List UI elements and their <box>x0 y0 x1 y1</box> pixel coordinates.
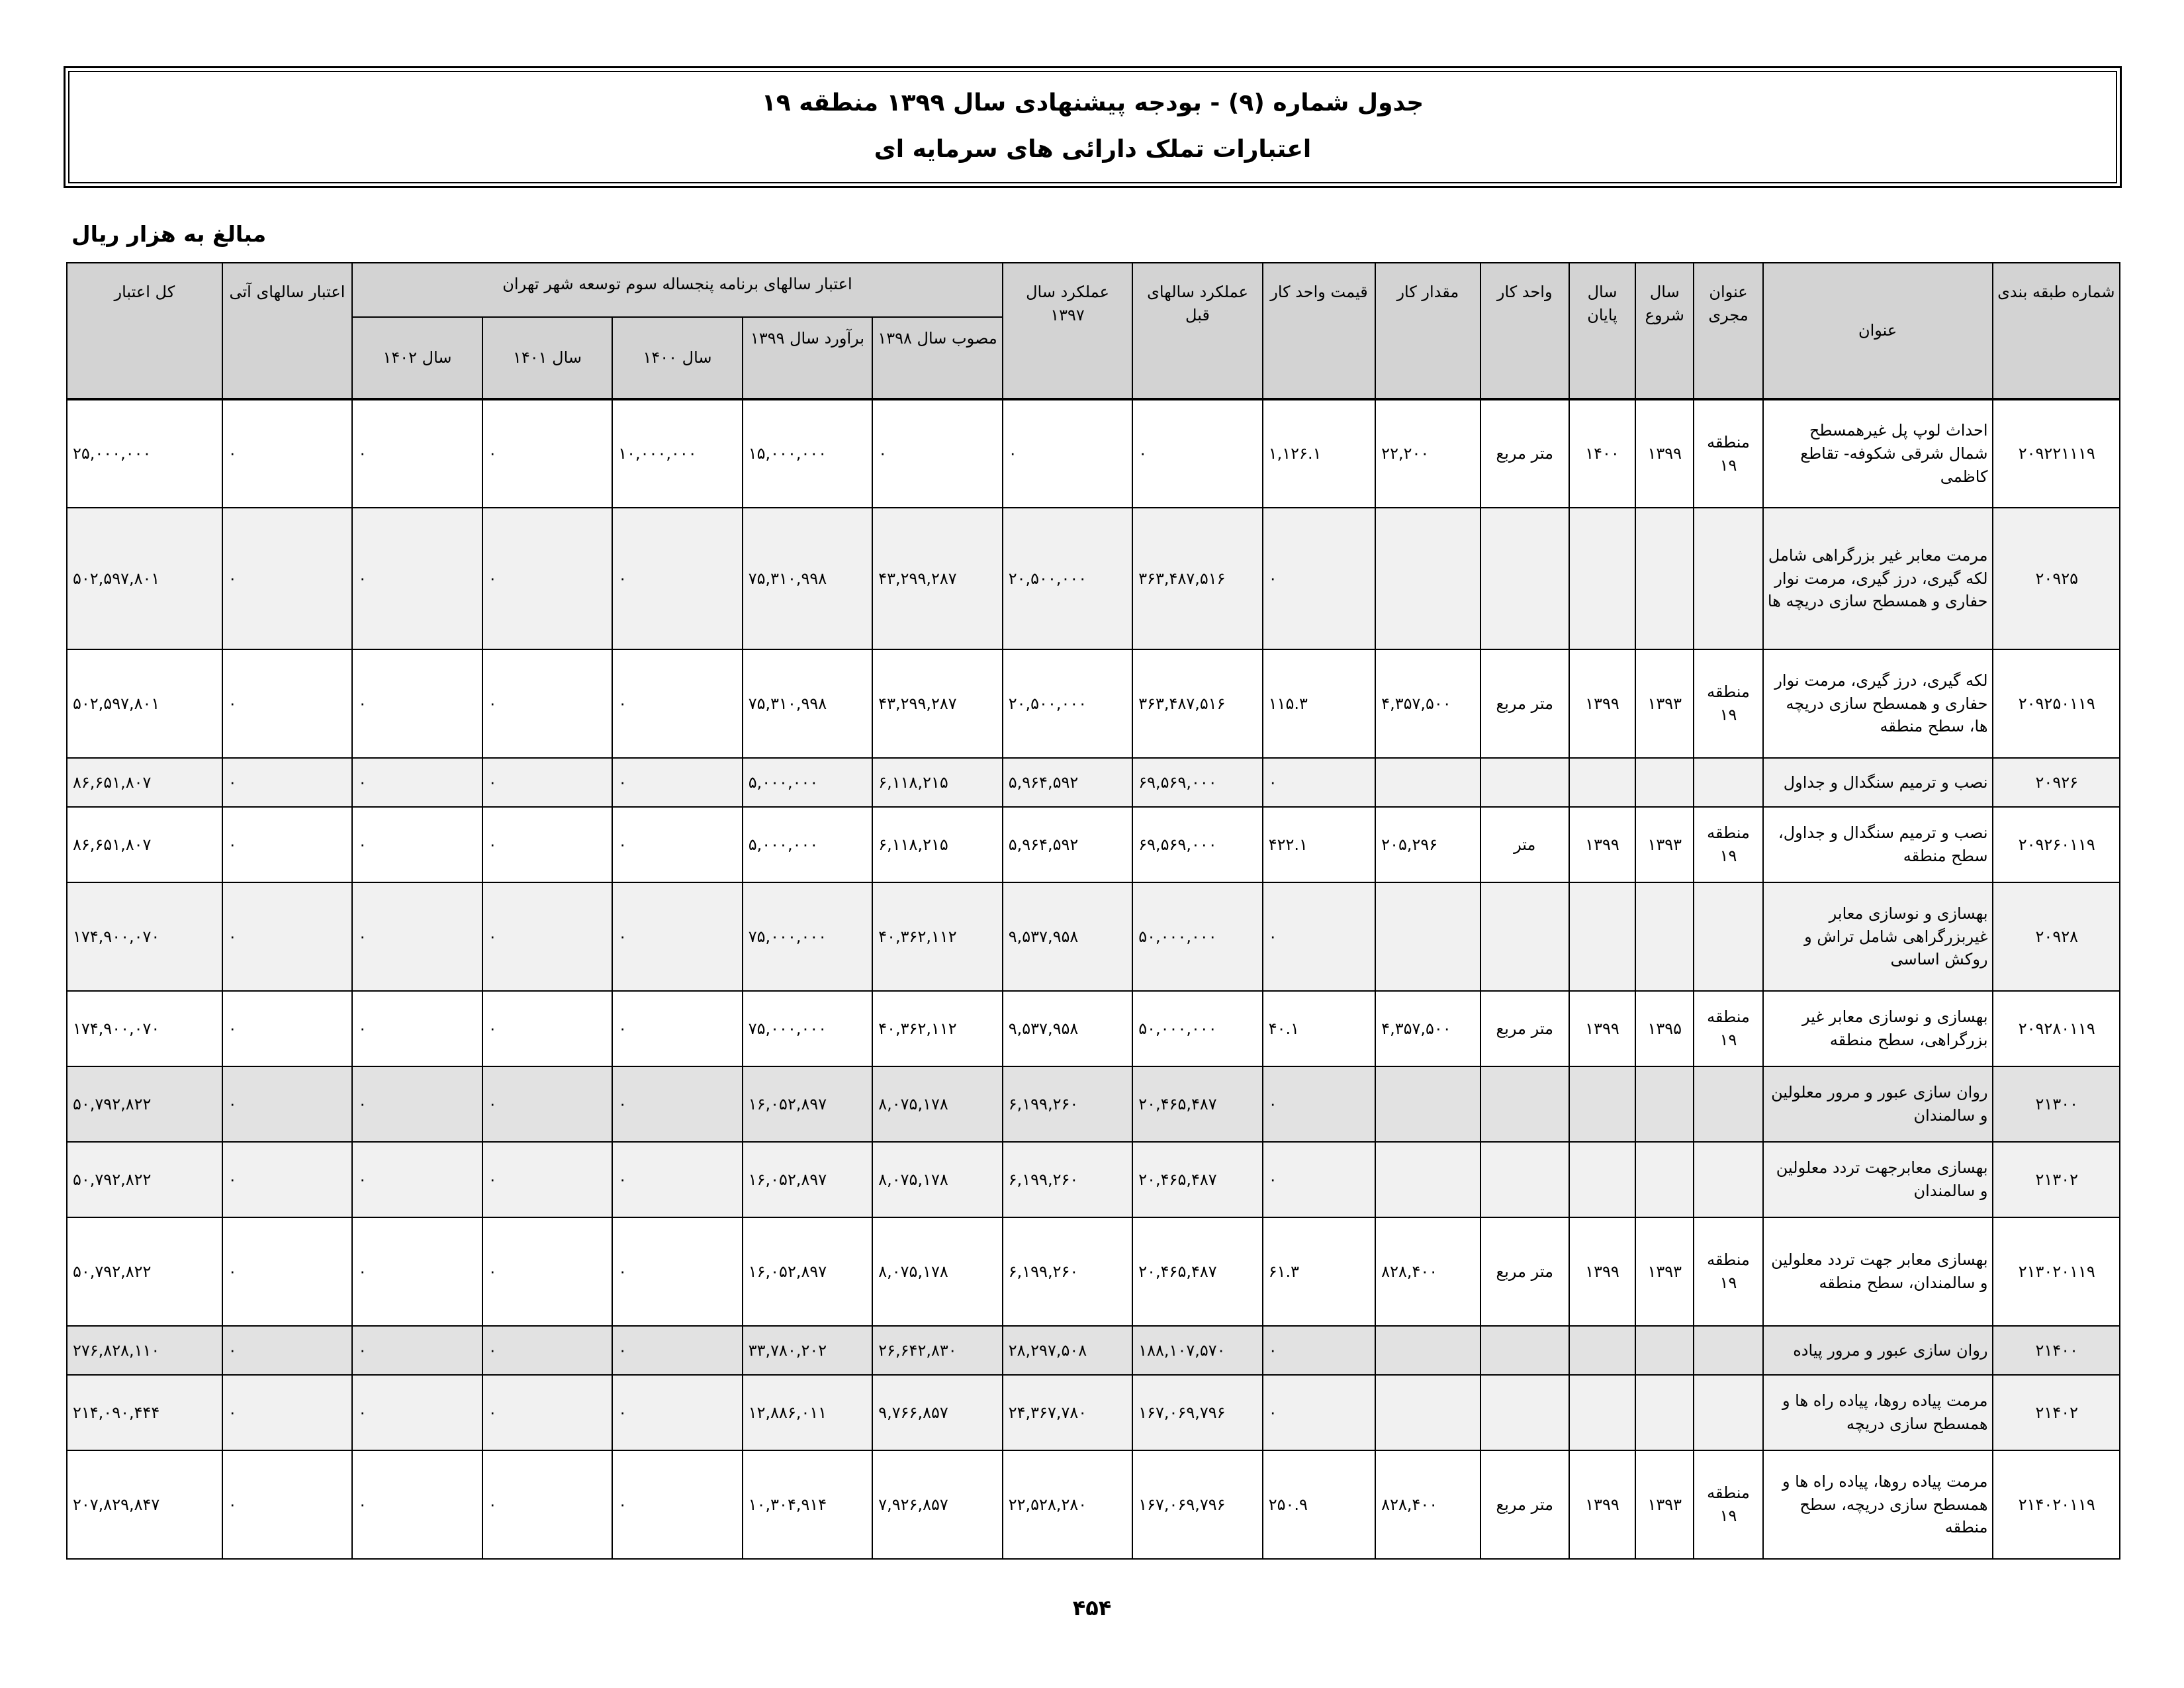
cell-end: ۱۳۹۹ <box>1569 1217 1635 1326</box>
cell-y1401: ۰ <box>482 649 613 758</box>
cell-name: مرمت پیاده روها، پیاده راه ها و همسطح سازی دریچه <box>1763 1375 1993 1450</box>
cell-unit: متر مربع <box>1480 1217 1569 1326</box>
cell-total: ۵۰۲,۵۹۷,۸۰۱ <box>67 649 222 758</box>
cell-name: مرمت معابر غیر بزرگراهی شامل لکه گیری، درز گیری، مرمت نوار حفاری و همسطح سازی دریچه ها <box>1763 508 1993 649</box>
cell-future: ۰ <box>222 882 353 991</box>
cell-y1401: ۰ <box>482 399 613 508</box>
cell-estimate-1399: ۱۶,۰۵۲,۸۹۷ <box>743 1217 873 1326</box>
cell-total: ۲۵,۰۰۰,۰۰۰ <box>67 399 222 508</box>
cell-start <box>1635 758 1694 807</box>
cell-y1402: ۰ <box>352 807 482 882</box>
cell-executor <box>1694 508 1762 649</box>
cell-start <box>1635 882 1694 991</box>
cell-price: ۰ <box>1263 1066 1375 1142</box>
cell-perf-prev: ۶۹,۵۶۹,۰۰۰ <box>1132 807 1263 882</box>
cell-perf-prev: ۵۰,۰۰۰,۰۰۰ <box>1132 882 1263 991</box>
table-row <box>67 649 2120 758</box>
cell-estimate-1399: ۷۵,۳۱۰,۹۹۸ <box>743 508 873 649</box>
cell-qty <box>1375 882 1480 991</box>
table-row <box>67 1217 2120 1326</box>
table-row <box>67 1326 2120 1375</box>
cell-qty: ۴,۳۵۷,۵۰۰ <box>1375 649 1480 758</box>
cell-total: ۲۰۷,۸۲۹,۸۴۷ <box>67 1450 222 1559</box>
cell-qty: ۸۲۸,۴۰۰ <box>1375 1217 1480 1326</box>
cell-perf-prev: ۲۰,۴۶۵,۴۸۷ <box>1132 1217 1263 1326</box>
cell-qty <box>1375 1326 1480 1375</box>
cell-y1400: ۰ <box>612 1142 743 1217</box>
cell-qty <box>1375 1066 1480 1142</box>
cell-executor: منطقه ۱۹ <box>1694 1217 1762 1326</box>
cell-unit <box>1480 1375 1569 1450</box>
header-future-years: اعتبار سالهای آتی <box>222 263 353 399</box>
cell-unit <box>1480 1142 1569 1217</box>
cell-name: بهسازی و نوسازی معابر غیربزرگراهی شامل تراش و روکش اساسی <box>1763 882 1993 991</box>
header-unit-price: قیمت واحد کار <box>1263 263 1375 399</box>
cell-perf-1397: ۶,۱۹۹,۲۶۰ <box>1003 1142 1133 1217</box>
cell-y1401: ۰ <box>482 508 613 649</box>
cell-price: ۰ <box>1263 508 1375 649</box>
cell-start <box>1635 1142 1694 1217</box>
cell-y1400: ۱۰,۰۰۰,۰۰۰ <box>612 399 743 508</box>
cell-price: ۱,۱۲۶.۱ <box>1263 399 1375 508</box>
cell-name: بهسازی معابر جهت تردد معلولین و سالمندان، سطح منطقه <box>1763 1217 1993 1326</box>
cell-perf-1397: ۹,۵۳۷,۹۵۸ <box>1003 882 1133 991</box>
cell-price: ۶۱.۳ <box>1263 1217 1375 1326</box>
cell-qty: ۸۲۸,۴۰۰ <box>1375 1450 1480 1559</box>
cell-y1400: ۰ <box>612 1326 743 1375</box>
table-title: جدول شماره (۹) - بودجه پیشنهادی سال ۱۳۹۹ منطقه ۱۹ <box>761 89 1424 117</box>
cell-executor <box>1694 1375 1762 1450</box>
cell-approved-1398: ۸,۰۷۵,۱۷۸ <box>872 1142 1003 1217</box>
cell-approved-1398: ۴۰,۳۶۲,۱۱۲ <box>872 882 1003 991</box>
cell-end <box>1569 508 1635 649</box>
cell-estimate-1399: ۷۵,۳۱۰,۹۹۸ <box>743 649 873 758</box>
cell-executor <box>1694 1142 1762 1217</box>
cell-y1402: ۰ <box>352 1142 482 1217</box>
cell-y1401: ۰ <box>482 1217 613 1326</box>
cell-code: ۲۰۹۲۶ <box>1993 758 2120 807</box>
cell-estimate-1399: ۱۶,۰۵۲,۸۹۷ <box>743 1142 873 1217</box>
cell-perf-prev: ۱۶۷,۰۶۹,۷۹۶ <box>1132 1375 1263 1450</box>
header-work-unit: واحد کار <box>1480 263 1569 399</box>
cell-future: ۰ <box>222 649 353 758</box>
cell-name: لکه گیری، درز گیری، مرمت نوار حفاری و همسطح سازی دریچه ها، سطح منطقه <box>1763 649 1993 758</box>
cell-y1402: ۰ <box>352 1450 482 1559</box>
cell-perf-prev: ۲۰,۴۶۵,۴۸۷ <box>1132 1142 1263 1217</box>
cell-approved-1398: ۰ <box>872 399 1003 508</box>
cell-y1402: ۰ <box>352 399 482 508</box>
cell-unit: متر مربع <box>1480 991 1569 1066</box>
cell-name: مرمت پیاده روها، پیاده راه ها و همسطح سازی دریچه، سطح منطقه <box>1763 1450 1993 1559</box>
cell-end <box>1569 1326 1635 1375</box>
cell-y1401: ۰ <box>482 1326 613 1375</box>
table-row <box>67 508 2120 649</box>
cell-perf-1397: ۲۰,۵۰۰,۰۰۰ <box>1003 508 1133 649</box>
table-row <box>67 991 2120 1066</box>
cell-approved-1398: ۸,۰۷۵,۱۷۸ <box>872 1217 1003 1326</box>
cell-total: ۱۷۴,۹۰۰,۰۷۰ <box>67 882 222 991</box>
cell-y1401: ۰ <box>482 991 613 1066</box>
cell-y1402: ۰ <box>352 1066 482 1142</box>
cell-approved-1398: ۶,۱۱۸,۲۱۵ <box>872 758 1003 807</box>
cell-end: ۱۳۹۹ <box>1569 1450 1635 1559</box>
cell-code: ۲۰۹۲۲۱۱۱۹ <box>1993 399 2120 508</box>
cell-estimate-1399: ۳۳,۷۸۰,۲۰۲ <box>743 1326 873 1375</box>
cell-y1400: ۰ <box>612 1450 743 1559</box>
cell-perf-prev: ۲۰,۴۶۵,۴۸۷ <box>1132 1066 1263 1142</box>
cell-approved-1398: ۹,۷۶۶,۸۵۷ <box>872 1375 1003 1450</box>
cell-future: ۰ <box>222 991 353 1066</box>
cell-perf-1397: ۲۲,۵۲۸,۲۸۰ <box>1003 1450 1133 1559</box>
cell-future: ۰ <box>222 1450 353 1559</box>
cell-perf-1397: ۲۰,۵۰۰,۰۰۰ <box>1003 649 1133 758</box>
cell-estimate-1399: ۵,۰۰۰,۰۰۰ <box>743 758 873 807</box>
cell-y1402: ۰ <box>352 508 482 649</box>
cell-price: ۴۲۲.۱ <box>1263 807 1375 882</box>
cell-total: ۲۱۴,۰۹۰,۴۴۴ <box>67 1375 222 1450</box>
header-code: شماره طبقه بندی <box>1993 263 2120 399</box>
cell-perf-prev: ۶۹,۵۶۹,۰۰۰ <box>1132 758 1263 807</box>
cell-perf-prev: ۱۶۷,۰۶۹,۷۹۶ <box>1132 1450 1263 1559</box>
cell-perf-prev: ۳۶۳,۴۸۷,۵۱۶ <box>1132 649 1263 758</box>
header-total-credit: کل اعتبار <box>67 263 222 399</box>
cell-executor: منطقه ۱۹ <box>1694 1450 1762 1559</box>
table-row <box>67 399 2120 508</box>
cell-unit <box>1480 882 1569 991</box>
cell-qty <box>1375 1375 1480 1450</box>
cell-y1400: ۰ <box>612 882 743 991</box>
cell-code: ۲۰۹۲۸۰۱۱۹ <box>1993 991 2120 1066</box>
currency-unit-note: مبالغ به هزار ریال <box>71 221 267 247</box>
table-subtitle: اعتبارات تملک دارائی های سرمایه ای <box>874 136 1312 163</box>
cell-end: ۱۴۰۰ <box>1569 399 1635 508</box>
cell-executor <box>1694 1066 1762 1142</box>
cell-unit: متر <box>1480 807 1569 882</box>
table-header <box>67 263 2120 399</box>
cell-y1400: ۰ <box>612 649 743 758</box>
cell-perf-1397: ۶,۱۹۹,۲۶۰ <box>1003 1066 1133 1142</box>
cell-name: روان سازی عبور و مرور معلولین و سالمندان <box>1763 1066 1993 1142</box>
cell-unit: متر مربع <box>1480 399 1569 508</box>
cell-perf-1397: ۲۴,۳۶۷,۷۸۰ <box>1003 1375 1133 1450</box>
cell-start: ۱۳۹۳ <box>1635 1450 1694 1559</box>
cell-future: ۰ <box>222 399 353 508</box>
header-name: عنوان <box>1763 263 1993 399</box>
cell-unit <box>1480 1326 1569 1375</box>
cell-approved-1398: ۶,۱۱۸,۲۱۵ <box>872 807 1003 882</box>
cell-perf-prev: ۳۶۳,۴۸۷,۵۱۶ <box>1132 508 1263 649</box>
cell-name: نصب و ترمیم سنگدال و جداول <box>1763 758 1993 807</box>
cell-end <box>1569 758 1635 807</box>
cell-approved-1398: ۸,۰۷۵,۱۷۸ <box>872 1066 1003 1142</box>
cell-estimate-1399: ۵,۰۰۰,۰۰۰ <box>743 807 873 882</box>
cell-name: روان سازی عبور و مرور پیاده <box>1763 1326 1993 1375</box>
cell-total: ۲۷۶,۸۲۸,۱۱۰ <box>67 1326 222 1375</box>
table-row <box>67 1375 2120 1450</box>
budget-table <box>66 262 2120 1560</box>
cell-perf-prev: ۱۸۸,۱۰۷,۵۷۰ <box>1132 1326 1263 1375</box>
cell-y1402: ۰ <box>352 758 482 807</box>
cell-total: ۸۶,۶۵۱,۸۰۷ <box>67 758 222 807</box>
cell-y1400: ۰ <box>612 1375 743 1450</box>
cell-future: ۰ <box>222 1326 353 1375</box>
cell-qty <box>1375 1142 1480 1217</box>
cell-perf-1397: ۲۸,۲۹۷,۵۰۸ <box>1003 1326 1133 1375</box>
cell-total: ۸۶,۶۵۱,۸۰۷ <box>67 807 222 882</box>
cell-start: ۱۳۹۵ <box>1635 991 1694 1066</box>
cell-unit <box>1480 1066 1569 1142</box>
table-row <box>67 807 2120 882</box>
cell-y1401: ۰ <box>482 807 613 882</box>
cell-code: ۲۱۴۰۲۰۱۱۹ <box>1993 1450 2120 1559</box>
cell-perf-prev: ۰ <box>1132 399 1263 508</box>
cell-approved-1398: ۴۳,۲۹۹,۲۸۷ <box>872 649 1003 758</box>
cell-unit: متر مربع <box>1480 649 1569 758</box>
header-executor: عنوان مجری <box>1694 263 1762 399</box>
cell-y1401: ۰ <box>482 758 613 807</box>
cell-qty: ۲۲,۲۰۰ <box>1375 399 1480 508</box>
cell-total: ۵۰,۷۹۲,۸۲۲ <box>67 1066 222 1142</box>
cell-price: ۰ <box>1263 882 1375 991</box>
cell-estimate-1399: ۱۶,۰۵۲,۸۹۷ <box>743 1066 873 1142</box>
table-row <box>67 1450 2120 1559</box>
cell-y1400: ۰ <box>612 758 743 807</box>
cell-start <box>1635 1326 1694 1375</box>
header-five-year-plan: اعتبار سالهای برنامه پنجساله سوم توسعه شهر تهران <box>352 263 1003 317</box>
cell-end <box>1569 1142 1635 1217</box>
cell-name: نصب و ترمیم سنگدال و جداول، سطح منطقه <box>1763 807 1993 882</box>
cell-approved-1398: ۲۶,۶۴۲,۸۳۰ <box>872 1326 1003 1375</box>
cell-y1402: ۰ <box>352 991 482 1066</box>
cell-total: ۵۰۲,۵۹۷,۸۰۱ <box>67 508 222 649</box>
cell-executor <box>1694 758 1762 807</box>
header-year-1400: سال ۱۴۰۰ <box>612 317 743 399</box>
cell-estimate-1399: ۱۵,۰۰۰,۰۰۰ <box>743 399 873 508</box>
cell-approved-1398: ۷,۹۲۶,۸۵۷ <box>872 1450 1003 1559</box>
cell-start: ۱۳۹۳ <box>1635 649 1694 758</box>
cell-perf-prev: ۵۰,۰۰۰,۰۰۰ <box>1132 991 1263 1066</box>
cell-perf-1397: ۵,۹۶۴,۵۹۲ <box>1003 807 1133 882</box>
cell-estimate-1399: ۱۰,۳۰۴,۹۱۴ <box>743 1450 873 1559</box>
cell-code: ۲۰۹۲۵۰۱۱۹ <box>1993 649 2120 758</box>
cell-perf-1397: ۹,۵۳۷,۹۵۸ <box>1003 991 1133 1066</box>
cell-end: ۱۳۹۹ <box>1569 807 1635 882</box>
cell-executor: منطقه ۱۹ <box>1694 807 1762 882</box>
cell-start <box>1635 1375 1694 1450</box>
header-start-year: سال شروع <box>1635 263 1694 399</box>
table-row <box>67 1142 2120 1217</box>
cell-y1401: ۰ <box>482 1450 613 1559</box>
cell-total: ۵۰,۷۹۲,۸۲۲ <box>67 1217 222 1326</box>
table-row <box>67 1066 2120 1142</box>
cell-y1402: ۰ <box>352 882 482 991</box>
cell-executor: منطقه ۱۹ <box>1694 649 1762 758</box>
cell-code: ۲۱۴۰۰ <box>1993 1326 2120 1375</box>
cell-y1400: ۰ <box>612 991 743 1066</box>
cell-price: ۲۵۰.۹ <box>1263 1450 1375 1559</box>
cell-perf-1397: ۰ <box>1003 399 1133 508</box>
cell-y1400: ۰ <box>612 508 743 649</box>
cell-estimate-1399: ۷۵,۰۰۰,۰۰۰ <box>743 882 873 991</box>
cell-executor <box>1694 882 1762 991</box>
cell-future: ۰ <box>222 1375 353 1450</box>
table-row <box>67 882 2120 991</box>
cell-executor: منطقه ۱۹ <box>1694 399 1762 508</box>
cell-price: ۰ <box>1263 758 1375 807</box>
cell-end <box>1569 1375 1635 1450</box>
cell-future: ۰ <box>222 1142 353 1217</box>
header-work-quantity: مقدار کار <box>1375 263 1480 399</box>
cell-executor <box>1694 1326 1762 1375</box>
cell-qty <box>1375 758 1480 807</box>
cell-future: ۰ <box>222 1217 353 1326</box>
table-body <box>67 399 2120 1559</box>
cell-name: بهسازی و نوسازی معابر غیر بزرگراهی، سطح منطقه <box>1763 991 1993 1066</box>
cell-end: ۱۳۹۹ <box>1569 649 1635 758</box>
cell-start: ۱۳۹۳ <box>1635 807 1694 882</box>
cell-code: ۲۰۹۲۶۰۱۱۹ <box>1993 807 2120 882</box>
cell-price: ۰ <box>1263 1326 1375 1375</box>
cell-qty <box>1375 508 1480 649</box>
header-previous-performance: عملکرد سالهای قبل <box>1132 263 1263 399</box>
cell-total: ۵۰,۷۹۲,۸۲۲ <box>67 1142 222 1217</box>
cell-future: ۰ <box>222 1066 353 1142</box>
cell-start <box>1635 508 1694 649</box>
cell-perf-1397: ۵,۹۶۴,۵۹۲ <box>1003 758 1133 807</box>
table-title-box <box>64 66 2122 188</box>
cell-perf-1397: ۶,۱۹۹,۲۶۰ <box>1003 1217 1133 1326</box>
cell-start <box>1635 1066 1694 1142</box>
cell-y1401: ۰ <box>482 1375 613 1450</box>
cell-price: ۴۰.۱ <box>1263 991 1375 1066</box>
cell-code: ۲۰۹۲۸ <box>1993 882 2120 991</box>
cell-future: ۰ <box>222 807 353 882</box>
cell-name: احداث لوپ پل غیرهمسطح شمال شرقی شکوفه- تقاطع کاظمی <box>1763 399 1993 508</box>
cell-approved-1398: ۴۰,۳۶۲,۱۱۲ <box>872 991 1003 1066</box>
cell-y1400: ۰ <box>612 1217 743 1326</box>
cell-price: ۱۱۵.۳ <box>1263 649 1375 758</box>
header-year-1402: سال ۱۴۰۲ <box>352 317 482 399</box>
cell-y1400: ۰ <box>612 1066 743 1142</box>
header-end-year: سال پایان <box>1569 263 1635 399</box>
cell-y1402: ۰ <box>352 1375 482 1450</box>
cell-end <box>1569 1066 1635 1142</box>
cell-end: ۱۳۹۹ <box>1569 991 1635 1066</box>
cell-total: ۱۷۴,۹۰۰,۰۷۰ <box>67 991 222 1066</box>
cell-code: ۲۱۴۰۲ <box>1993 1375 2120 1450</box>
cell-unit <box>1480 508 1569 649</box>
cell-y1402: ۰ <box>352 1326 482 1375</box>
cell-y1401: ۰ <box>482 1142 613 1217</box>
cell-code: ۲۱۳۰۲ <box>1993 1142 2120 1217</box>
cell-price: ۰ <box>1263 1142 1375 1217</box>
cell-code: ۲۱۳۰۲۰۱۱۹ <box>1993 1217 2120 1326</box>
cell-qty: ۴,۳۵۷,۵۰۰ <box>1375 991 1480 1066</box>
cell-unit <box>1480 758 1569 807</box>
cell-unit: متر مربع <box>1480 1450 1569 1559</box>
cell-code: ۲۱۳۰۰ <box>1993 1066 2120 1142</box>
cell-executor: منطقه ۱۹ <box>1694 991 1762 1066</box>
cell-y1400: ۰ <box>612 807 743 882</box>
cell-y1401: ۰ <box>482 1066 613 1142</box>
cell-y1401: ۰ <box>482 882 613 991</box>
cell-start: ۱۳۹۳ <box>1635 1217 1694 1326</box>
page-number: ۴۵۴ <box>1072 1595 1112 1620</box>
cell-start: ۱۳۹۹ <box>1635 399 1694 508</box>
cell-end <box>1569 882 1635 991</box>
cell-future: ۰ <box>222 758 353 807</box>
cell-estimate-1399: ۱۲,۸۸۶,۰۱۱ <box>743 1375 873 1450</box>
cell-approved-1398: ۴۳,۲۹۹,۲۸۷ <box>872 508 1003 649</box>
cell-estimate-1399: ۷۵,۰۰۰,۰۰۰ <box>743 991 873 1066</box>
header-year-1401: سال ۱۴۰۱ <box>482 317 613 399</box>
header-estimate-1399: برآورد سال ۱۳۹۹ <box>743 317 873 399</box>
header-approved-1398: مصوب سال ۱۳۹۸ <box>872 317 1003 399</box>
cell-y1402: ۰ <box>352 649 482 758</box>
cell-qty: ۲۰۵,۲۹۶ <box>1375 807 1480 882</box>
cell-name: بهسازی معابرجهت تردد معلولین و سالمندان <box>1763 1142 1993 1217</box>
cell-y1402: ۰ <box>352 1217 482 1326</box>
cell-code: ۲۰۹۲۵ <box>1993 508 2120 649</box>
cell-price: ۰ <box>1263 1375 1375 1450</box>
cell-future: ۰ <box>222 508 353 649</box>
header-performance-1397: عملکرد سال ۱۳۹۷ <box>1003 263 1133 399</box>
table-row <box>67 758 2120 807</box>
